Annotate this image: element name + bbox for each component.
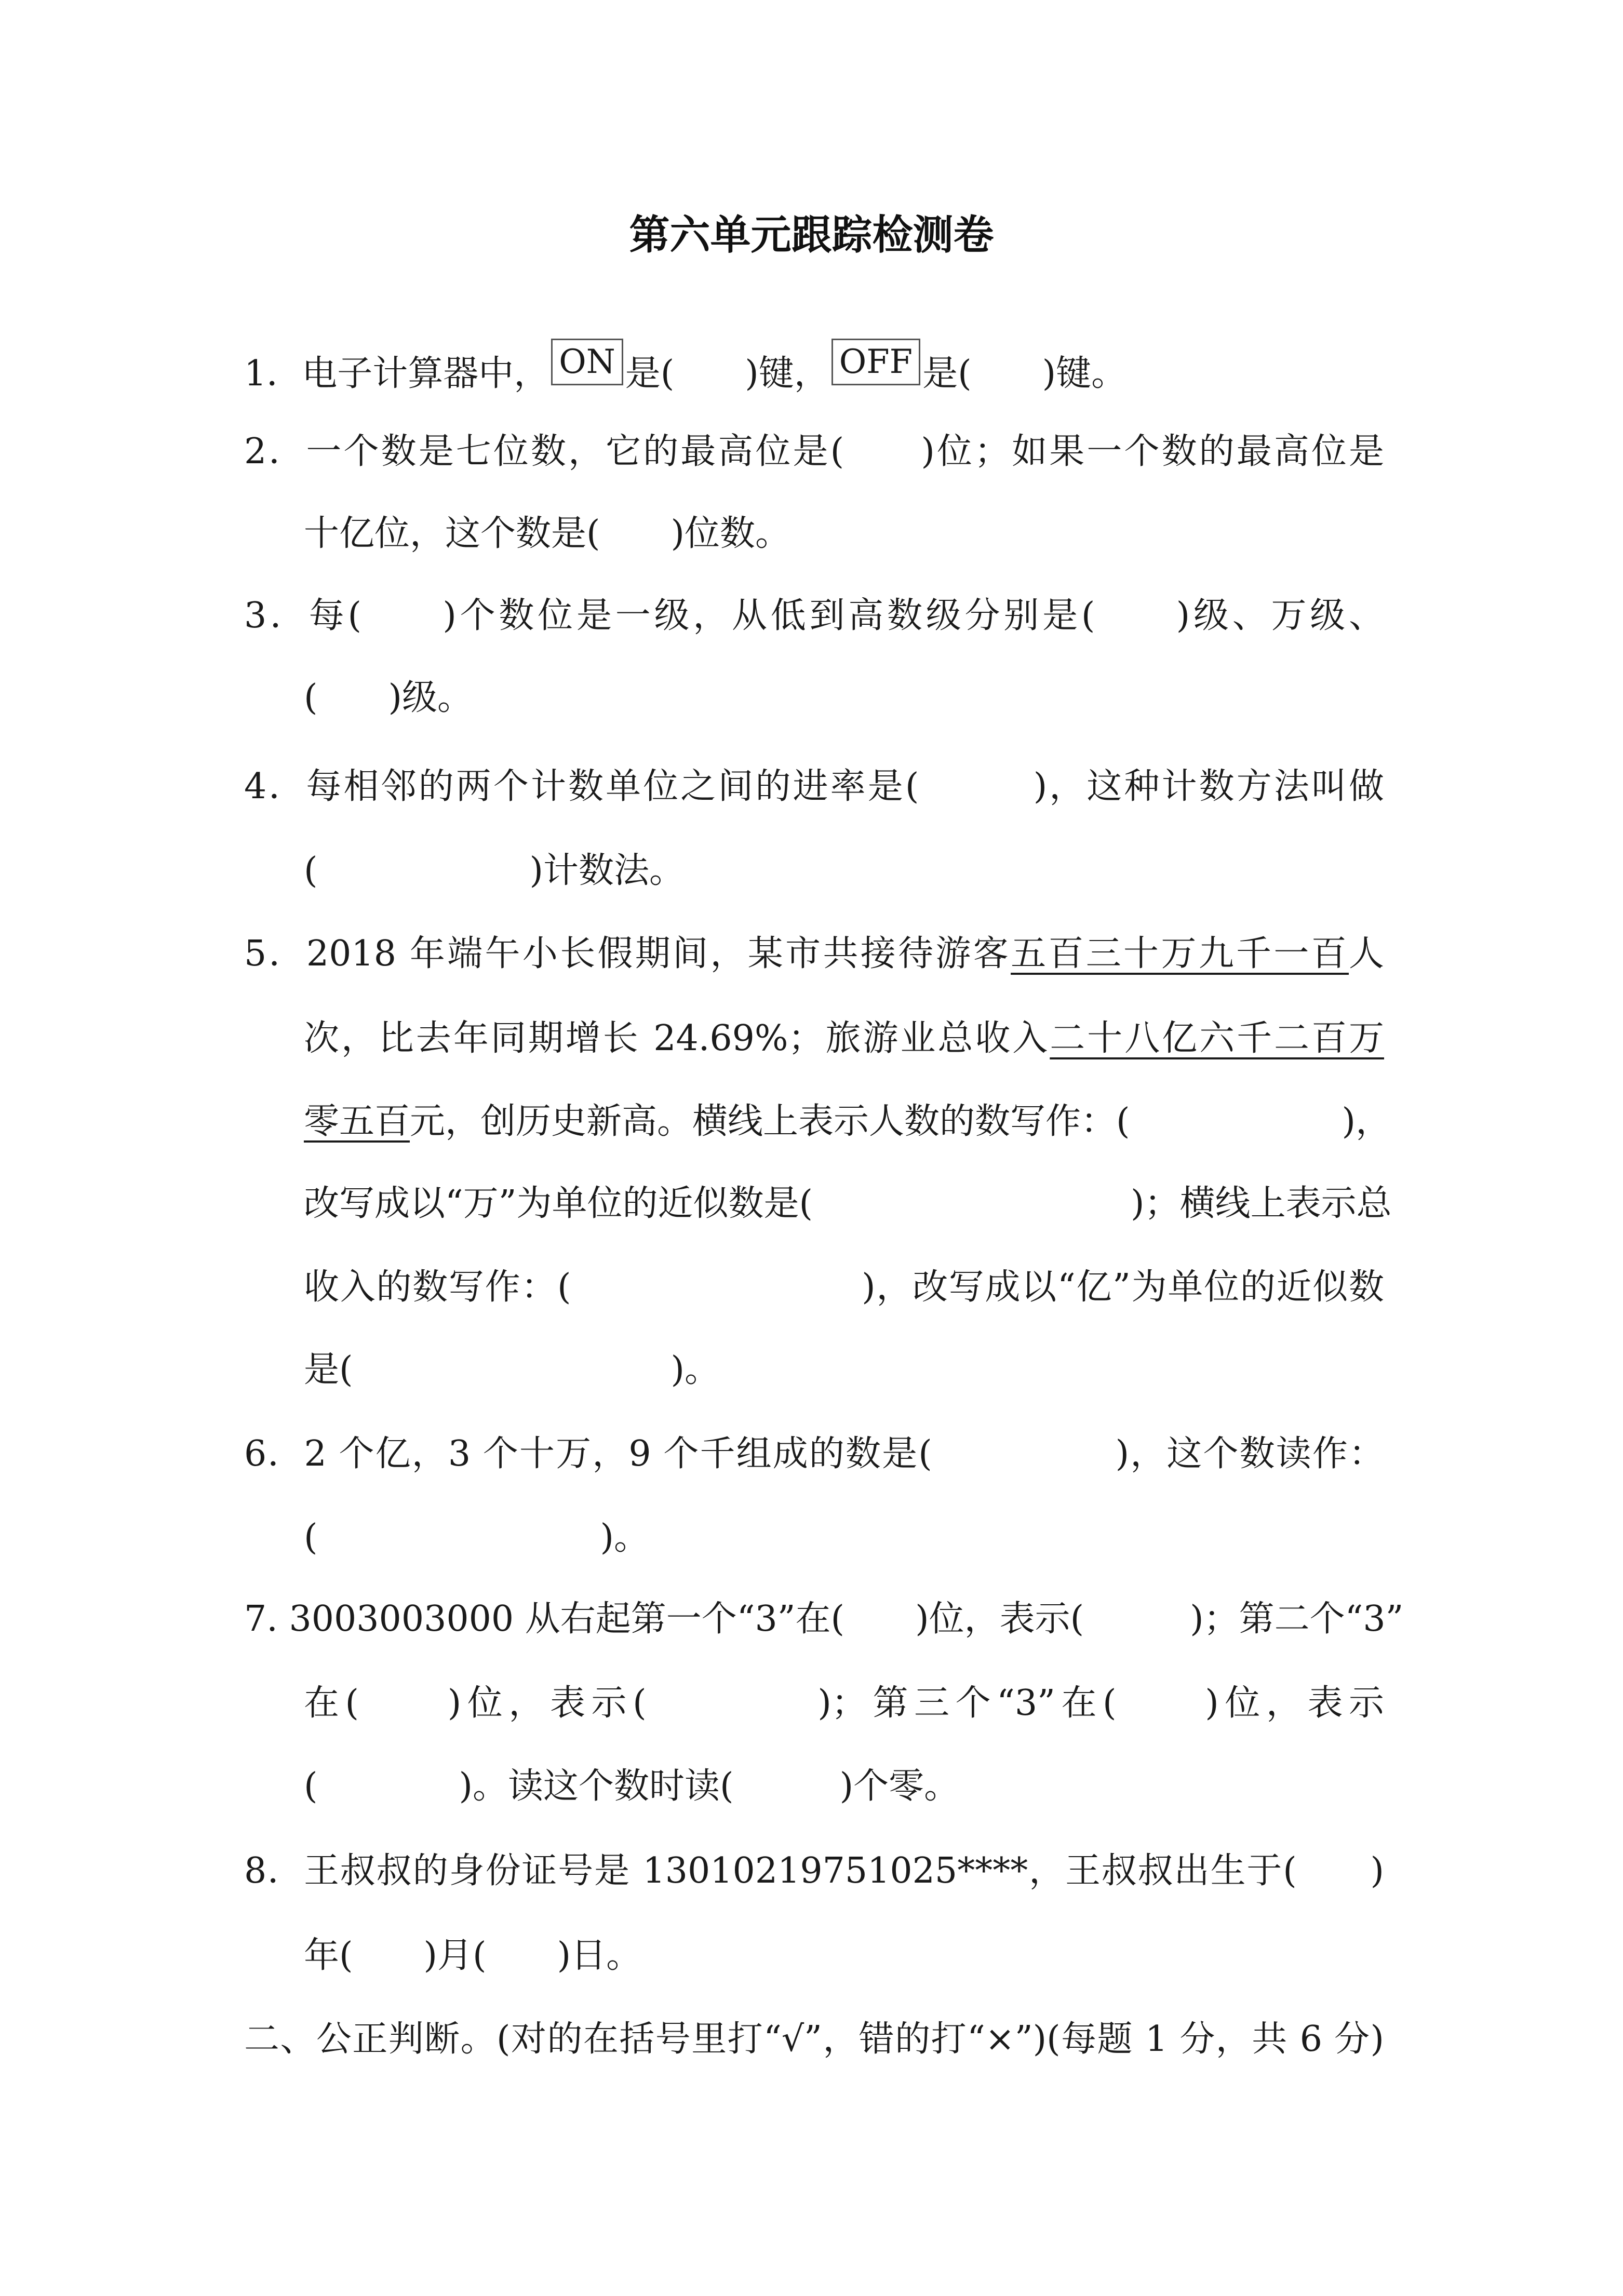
question-1-mid2: 是( )键。 (922, 353, 1127, 394)
question-6-line-1: 6．2 个亿，3 个十万，9 个千组成的数是( )，这个数读作： (244, 1433, 1384, 1474)
revenue-underlined-part-1: 二十八亿六千二百万 (1050, 1018, 1384, 1059)
question-5-line-2-pre: 次，比去年同期增长 24.69%；旅游业总收入 (304, 1018, 1050, 1059)
question-2-line-1: 2．一个数是七位数，它的最高位是( )位；如果一个数的最高位是 (244, 431, 1384, 472)
off-key-label: OFF (831, 339, 920, 385)
question-2-line-2: 十亿位，这个数是( )位数。 (304, 513, 791, 554)
question-5-line-3-post: 元，创历史新高。横线上表示人数的数写作：( )， (410, 1101, 1391, 1142)
question-7-line-3: ( )。读这个数时读( )个零。 (304, 1766, 960, 1807)
question-4-line-2: ( )计数法。 (304, 850, 685, 891)
question-6-line-2: ( )。 (304, 1517, 650, 1558)
question-5-line-3 (304, 1093, 1391, 1150)
question-5-line-6: 是( )。 (304, 1349, 720, 1390)
on-key-label: ON (551, 339, 623, 385)
question-3-line-1: 3．每( )个数位是一级，从低到高数级分别是( )级、万级、 (244, 595, 1384, 636)
visitors-underlined: 五百三十万九千一百 (1011, 933, 1349, 974)
question-8-line-1: 8．王叔叔的身份证号是 13010219751025****，王叔叔出生于( ) (244, 1850, 1384, 1891)
question-1-mid1: 是( )键， (625, 353, 829, 394)
question-5-line-1-pre: 5．2018 年端午小长假期间，某市共接待游客 (244, 933, 1011, 974)
page-title: 第六单元跟踪检测卷 (629, 212, 994, 259)
question-4-line-1: 4．每相邻的两个计数单位之间的进率是( )，这种计数方法叫做 (244, 766, 1384, 807)
question-7-line-1: 7. 3003003000 从右起第一个“3”在( )位，表示( )；第二个“3” (244, 1599, 1404, 1640)
question-1-prefix: 1．电子计算器中， (244, 353, 549, 394)
section-2-heading: 二、公正判断。(对的在括号里打“√”，错的打“×”)(每题 1 分，共 6 分) (244, 2019, 1384, 2060)
question-3-line-2: ( )级。 (304, 677, 473, 718)
question-5-line-2 (304, 1010, 1384, 1067)
question-5-line-1-post: 人 (1348, 933, 1384, 974)
question-5-line-5: 收入的数写作：( )，改写成以“亿”为单位的近似数 (304, 1267, 1384, 1308)
question-5-line-1 (244, 925, 1384, 983)
question-8-line-2: 年( )月( )日。 (304, 1935, 642, 1976)
question-7-line-2: 在( )位，表示( )；第三个“3”在( )位，表示 (304, 1683, 1384, 1724)
revenue-underlined-part-2: 零五百 (304, 1101, 410, 1142)
question-1 (244, 345, 1126, 402)
question-5-line-4: 改写成以“万”为单位的近似数是( )；横线上表示总 (304, 1183, 1392, 1224)
